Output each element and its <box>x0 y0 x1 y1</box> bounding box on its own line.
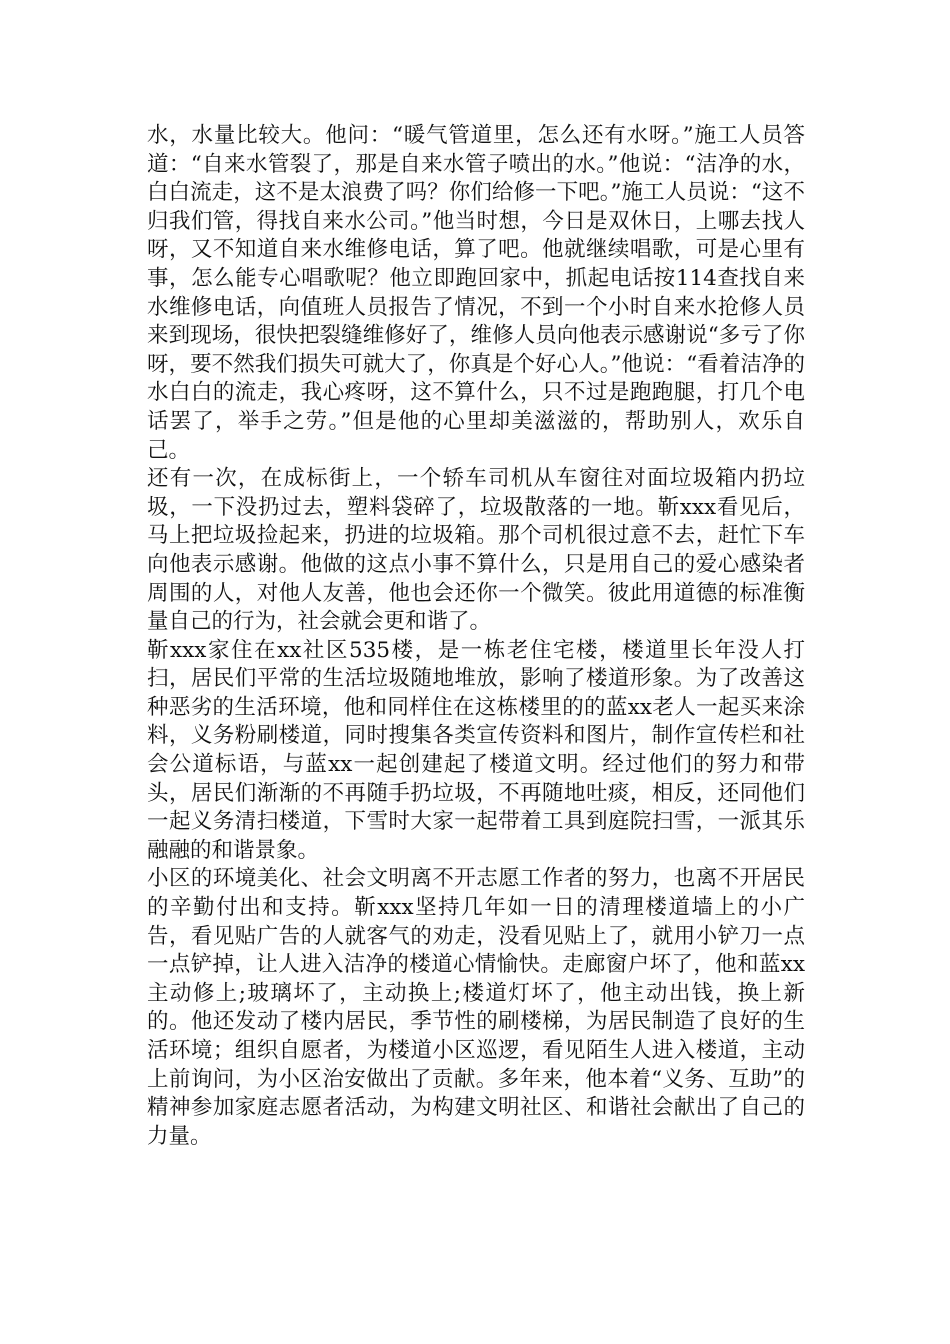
paragraph-garbage: 还有一次，在成标街上，一个轿车司机从车窗往对面垃圾箱内扔垃圾，一下没扔过去，塑料袋碎了，垃圾散落的一地。靳xxx看见后，马上把垃圾捡起来，扔进的垃圾箱。那个司机很过意不去，赶忙下车向他表示感谢。他做的这点小事不算什么，只是用自己的爱心感染者周围的人，对他人友善，他也会还你一个微笑。彼此用道德的标准衡量自己的行为，社会就会更和谐了。 <box>147 466 805 635</box>
paragraph-volunteer: 小区的环境美化、社会文明离不开志愿工作者的努力，也离不开居民的辛勤付出和支持。靳xxx坚持几年如一日的清理楼道墙上的小广告，看见贴广告的人就客气的劝走，没看见贴上了，就用小铲刀一点一点铲掉，让人进入洁净的楼道心情愉快。走廊窗户坏了，他和蓝xx主动修上;玻璃坏了，主动换上;楼道灯坏了，他主动出钱，换上新的。他还发动了楼内居民，季节性的刷楼梯，为居民制造了良好的生活环境；组织自愿者，为楼道小区巡逻，看见陌生人进入楼道，主动上前询问，为小区治安做出了贡献。多年来，他本着“义务、互助”的精神参加家庭志愿者活动，为构建文明社区、和谐社会献出了自己的力量。 <box>147 866 805 1149</box>
document-body <box>147 122 805 1151</box>
paragraph-water-pipe: 水，水量比较大。他问：“暖气管道里，怎么还有水呀。”施工人员答道：“自来水管裂了，那是自来水管子喷出的水。”他说：“洁净的水，白白流走，这不是太浪费了吗？你们给修一下吧。”施工人员说：“这不归我们管，得找自来水公司。”他当时想，今日是双休日，上哪去找人呀，又不知道自来水维修电话，算了吧。他就继续唱歌，可是心里有事，怎么能专心唱歌呢？他立即跑回家中，抓起电话按114查找自来水维修电话，向值班人员报告了情况，不到一个小时自来水抢修人员来到现场，很快把裂缝维修好了，维修人员向他表示感谢说“多亏了你呀，要不然我们损失可就大了，你真是个好心人。”他说：“看着洁净的水白白的流走，我心疼呀，这不算什么，只不过是跑跑腿，打几个电话罢了，举手之劳。”但是他的心里却美滋滋的，帮助别人，欢乐自己。 <box>147 123 805 463</box>
paragraph-stairwell: 靳xxx家住在xx社区535楼，是一栋老住宅楼，楼道里长年没人打扫，居民们平常的生活垃圾随地堆放，影响了楼道形象。为了改善这种恶劣的生活环境，他和同样住在这栋楼里的的蓝xx老人一起买来涂料，义务粉刷楼道，同时搜集各类宣传资料和图片，制作宣传栏和社会公道标语，与蓝xx一起创建起了楼道文明。经过他们的努力和带头，居民们渐渐的不再随手扔垃圾，不再随地吐痰，相反，还同他们一起义务清扫楼道，下雪时大家一起带着工具到庭院扫雪，一派其乐融融的和谐景象。 <box>147 637 805 863</box>
